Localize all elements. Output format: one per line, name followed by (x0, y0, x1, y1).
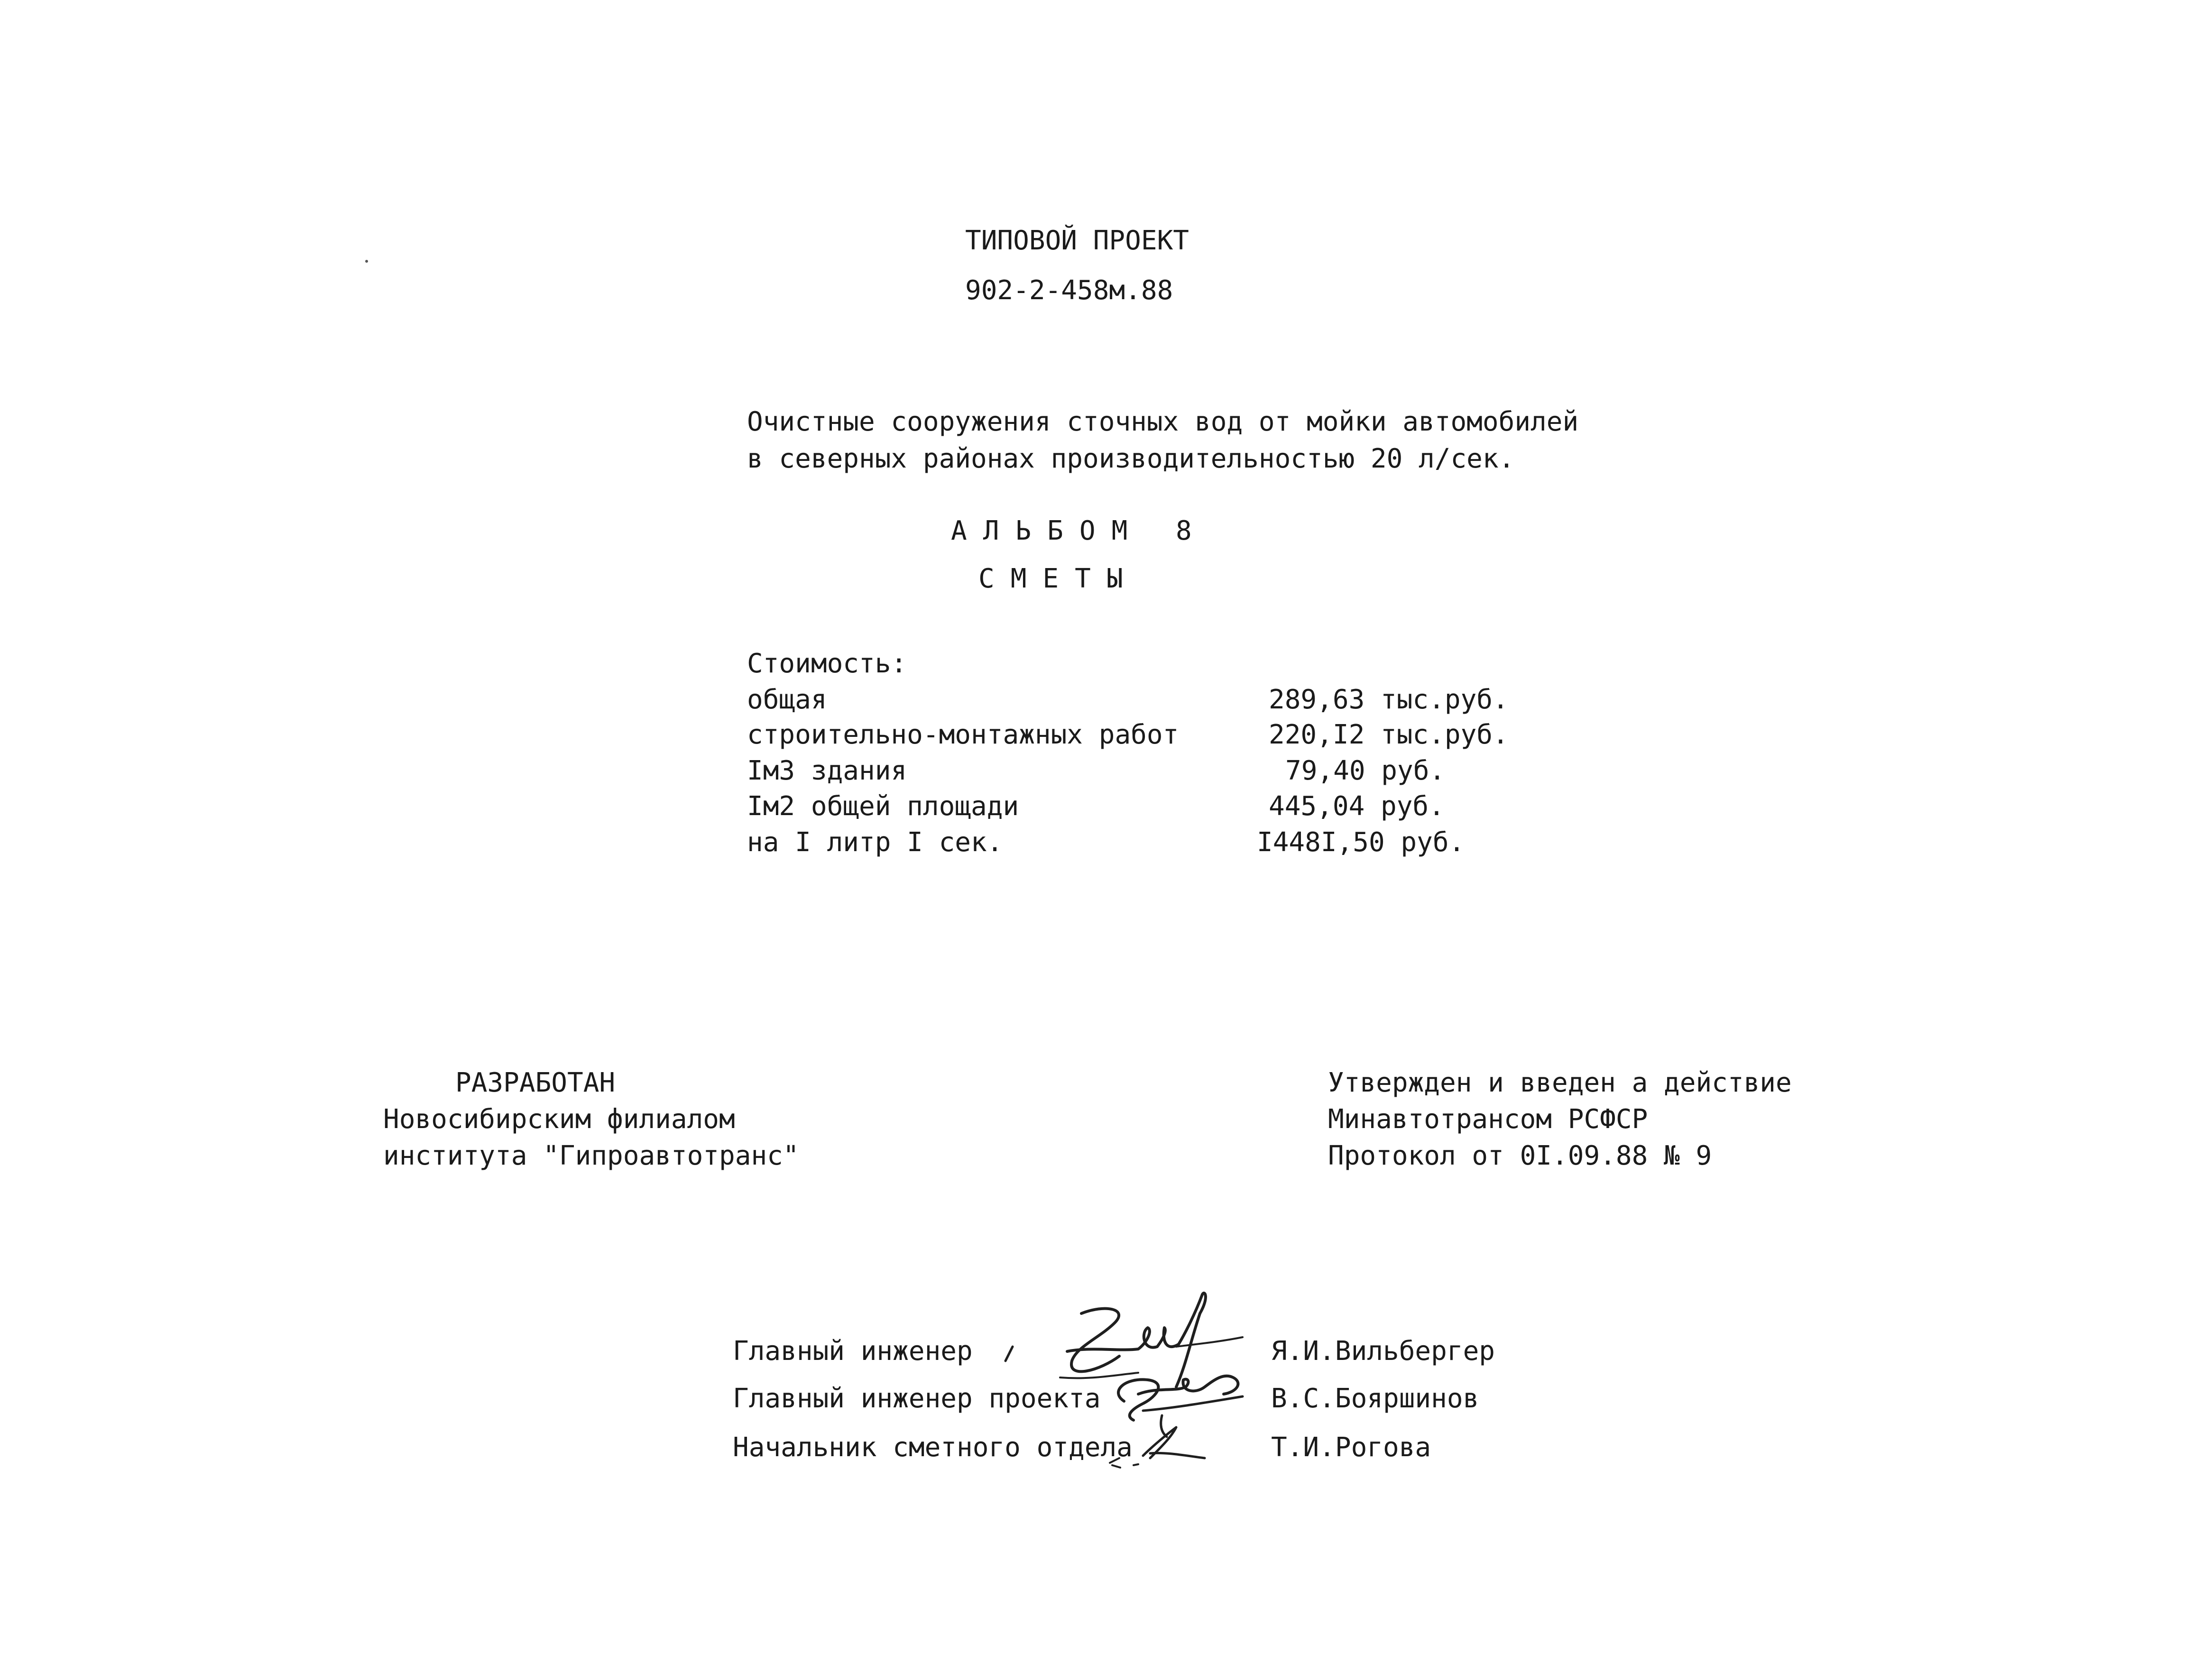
description-line-2: в северных районах производительностью 20 л/сек. (747, 443, 1515, 474)
approved-line-3: Протокол от 0I.09.88 № 9 (1328, 1140, 1712, 1171)
signature-name-chief-project-engineer: В.С.Бояршинов (1271, 1383, 1479, 1414)
description-line-1: Очистные сооружения сточных вод от мойки автомобилей (747, 406, 1579, 437)
cost-heading: Стоимость: (747, 648, 907, 679)
scan-speck (365, 260, 368, 263)
developed-line-1: Новосибирским филиалом (383, 1104, 735, 1135)
signature-name-estimate-dept-head: Т.И.Рогова (1271, 1432, 1431, 1463)
cost-value-per-liter: I448I,50 руб. (1257, 827, 1465, 858)
cost-label-total: общая (747, 684, 827, 715)
album-subtitle: СМЕТЫ (978, 563, 1139, 594)
signature-role-chief-project-engineer: Главный инженер проекта (733, 1383, 1101, 1414)
approved-line-1: Утвержден и введен а действие (1328, 1067, 1792, 1098)
cost-value-total: 289,63 тыс.руб. (1269, 684, 1509, 715)
cost-label-per-liter: на I литр I сек. (747, 827, 1003, 858)
approved-line-2: Минавтотрансом РСФСР (1328, 1104, 1648, 1135)
signature-name-chief-engineer: Я.И.Вильбергер (1271, 1336, 1495, 1367)
cost-label-per-m3: Iм3 здания (747, 755, 907, 786)
cost-label-per-m2: Iм2 общей площади (747, 791, 1019, 822)
project-code: 902-2-458м.88 (965, 275, 1173, 306)
project-title: ТИПОВОЙ ПРОЕКТ (965, 225, 1189, 256)
album-label: АЛЬБОМ 8 (951, 515, 1208, 546)
cost-value-construction: 220,I2 тыс.руб. (1269, 719, 1509, 750)
cost-value-per-m3: 79,40 руб. (1285, 755, 1446, 786)
developed-heading: РАЗРАБОТАН (455, 1067, 616, 1098)
cost-label-construction: строительно-монтажных работ (747, 719, 1179, 750)
signature-role-estimate-dept-head: Начальник сметного отдела (733, 1432, 1133, 1463)
developed-line-2: института "Гипроавтотранс" (383, 1140, 799, 1171)
signature-role-chief-engineer: Главный инженер (733, 1336, 973, 1367)
signature-scribble-3 (1105, 1418, 1214, 1475)
cost-value-per-m2: 445,04 руб. (1269, 791, 1445, 822)
